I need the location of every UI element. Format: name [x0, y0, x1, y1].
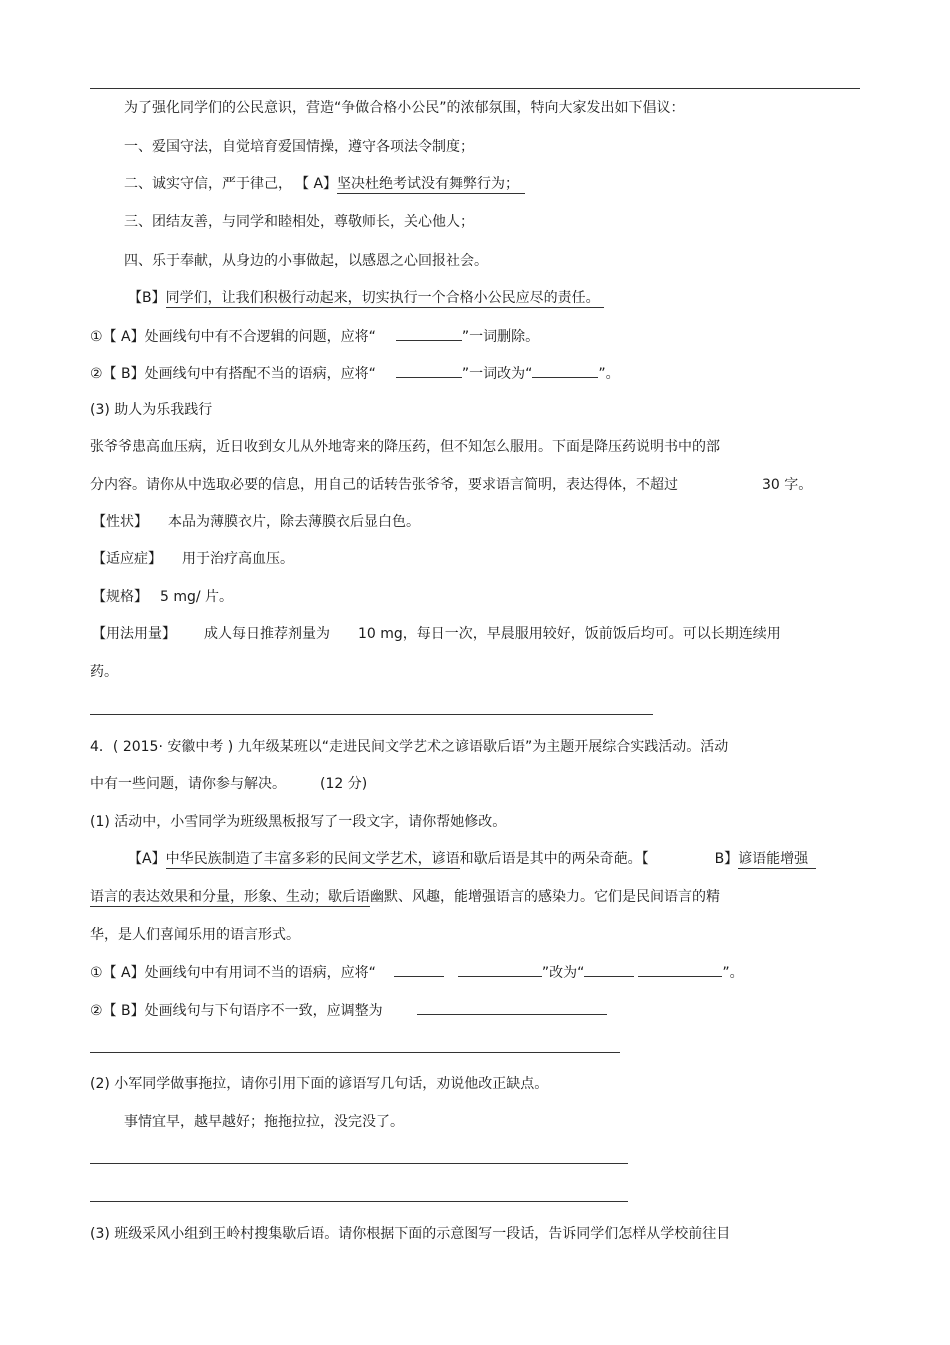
underlined-sentence-b-cont: 语言的表达效果和分量，形象、生动；歇后语 [90, 889, 370, 905]
underlined-sentence-a: 坚决杜绝考试没有舞弊行为； [337, 176, 525, 194]
section-3-para-2: 分内容。请你从中选取必要的信息，用自己的话转告张爷爷，要求语言简明，表达得体，不超过 30 字。 [90, 477, 813, 493]
underlined-sentence-b: 同学们，让我们积极行动起来，切实执行一个合格小公民应尽的责任。 [166, 290, 604, 308]
question-4-part-2: (2) 小军同学做事拖拉，请你引用下面的谚语写几句话，劝说他改正缺点。 [90, 1076, 549, 1092]
question-4-part-3: (3) 班级采风小组到王岭村搜集歇后语。请你根据下面的示意图写一段话，告诉同学们怎样从学校前往目 [90, 1226, 731, 1242]
blackboard-text-line-3: 华，是人们喜闻乐用的语言形式。 [90, 927, 300, 943]
answer-line[interactable] [90, 1201, 628, 1202]
question-4-part-1: (1) 活动中，小雪同学为班级黑板报写了一段文字，请你帮她修改。 [90, 814, 507, 830]
leaflet-dosage: 【用法用量】 成人每日推荐剂量为 10 mg，每日一次，早晨服用较好，饭前饭后均可。可以长期连续用 [92, 626, 781, 642]
answer-blank[interactable] [396, 326, 462, 341]
answer-line[interactable] [90, 1163, 628, 1164]
question-2: ②【 B】处画线句中有搭配不当的语病，应将“ ”一词改为“ ”。 [90, 363, 620, 384]
question-4-line-1: 4．( 2015· 安徽中考 ) 九年级某班以“走进民间文学艺术之谚语歇后语”为主题开展综合实践活动。活动 [90, 739, 729, 755]
question-4-line-2: 中有一些问题，请你参与解决。 (12 分) [90, 776, 368, 792]
question-4-1-a: ①【 A】处画线句中有用词不当的语病，应将“ ”改为“ ”。 [90, 962, 744, 983]
answer-blank[interactable] [417, 1000, 607, 1015]
question-4-1-b: ②【 B】处画线句与下句语序不一致，应调整为 [90, 1000, 607, 1021]
proposal-item-1: 一、爱国守法，自觉培育爱国情操，遵守各项法令制度； [124, 139, 474, 155]
section-3-title: (3) 助人为乐我践行 [90, 402, 213, 418]
proposal-item-2: 二、诚实守信，严于律己， 【 A】坚决杜绝考试没有舞弊行为； [124, 174, 525, 194]
answer-blank[interactable] [394, 962, 444, 977]
leaflet-spec: 【规格】 5 mg/ 片。 [92, 589, 234, 605]
proposal-closing: 【B】同学们，让我们积极行动起来，切实执行一个合格小公民应尽的责任。 [128, 288, 604, 308]
answer-blank[interactable] [584, 962, 634, 977]
proposal-item-3: 三、团结友善，与同学和睦相处，尊敬师长，关心他人； [124, 214, 474, 230]
blackboard-text-line-2: 语言的表达效果和分量，形象、生动；歇后语幽默、风趣，能增强语言的感染力。它们是民间语言的精 [90, 889, 720, 905]
header-rule [90, 88, 860, 89]
proposal-intro: 为了强化同学们的公民意识，营造“争做合格小公民”的浓郁氛围，特向大家发出如下倡议： [124, 100, 685, 116]
blackboard-text-line-1: 【A】中华民族制造了丰富多彩的民间文学艺术，谚语和歇后语是其中的两朵奇葩。【 B】谚语能增强 [128, 849, 816, 869]
answer-blank[interactable] [458, 962, 542, 977]
proposal-item-4: 四、乐于奉献，从身边的小事做起，以感恩之心回报社会。 [124, 253, 488, 269]
answer-blank[interactable] [532, 363, 598, 378]
underlined-sentence-b: 谚语能增强 [738, 851, 816, 869]
section-3-para-1: 张爷爷患高血压病，近日收到女儿从外地寄来的降压药，但不知怎么服用。下面是降压药说明书中的部 [90, 439, 720, 455]
answer-line[interactable] [90, 1052, 620, 1053]
leaflet-property: 【性状】 本品为薄膜衣片，除去薄膜衣后显白色。 [92, 514, 420, 530]
answer-blank[interactable] [638, 962, 722, 977]
underlined-sentence-a: 中华民族制造了丰富多彩的民间文学艺术，谚语 [165, 851, 460, 867]
leaflet-indication: 【适应症】 用于治疗高血压。 [92, 551, 294, 567]
answer-line[interactable] [90, 714, 653, 715]
question-1: ①【 A】处画线句中有不合逻辑的问题，应将“ ”一词删除。 [90, 326, 539, 347]
answer-blank[interactable] [396, 363, 462, 378]
proverb: 事情宜早，越早越好；拖拖拉拉，没完没了。 [124, 1114, 404, 1130]
leaflet-dosage-cont: 药。 [90, 664, 118, 680]
